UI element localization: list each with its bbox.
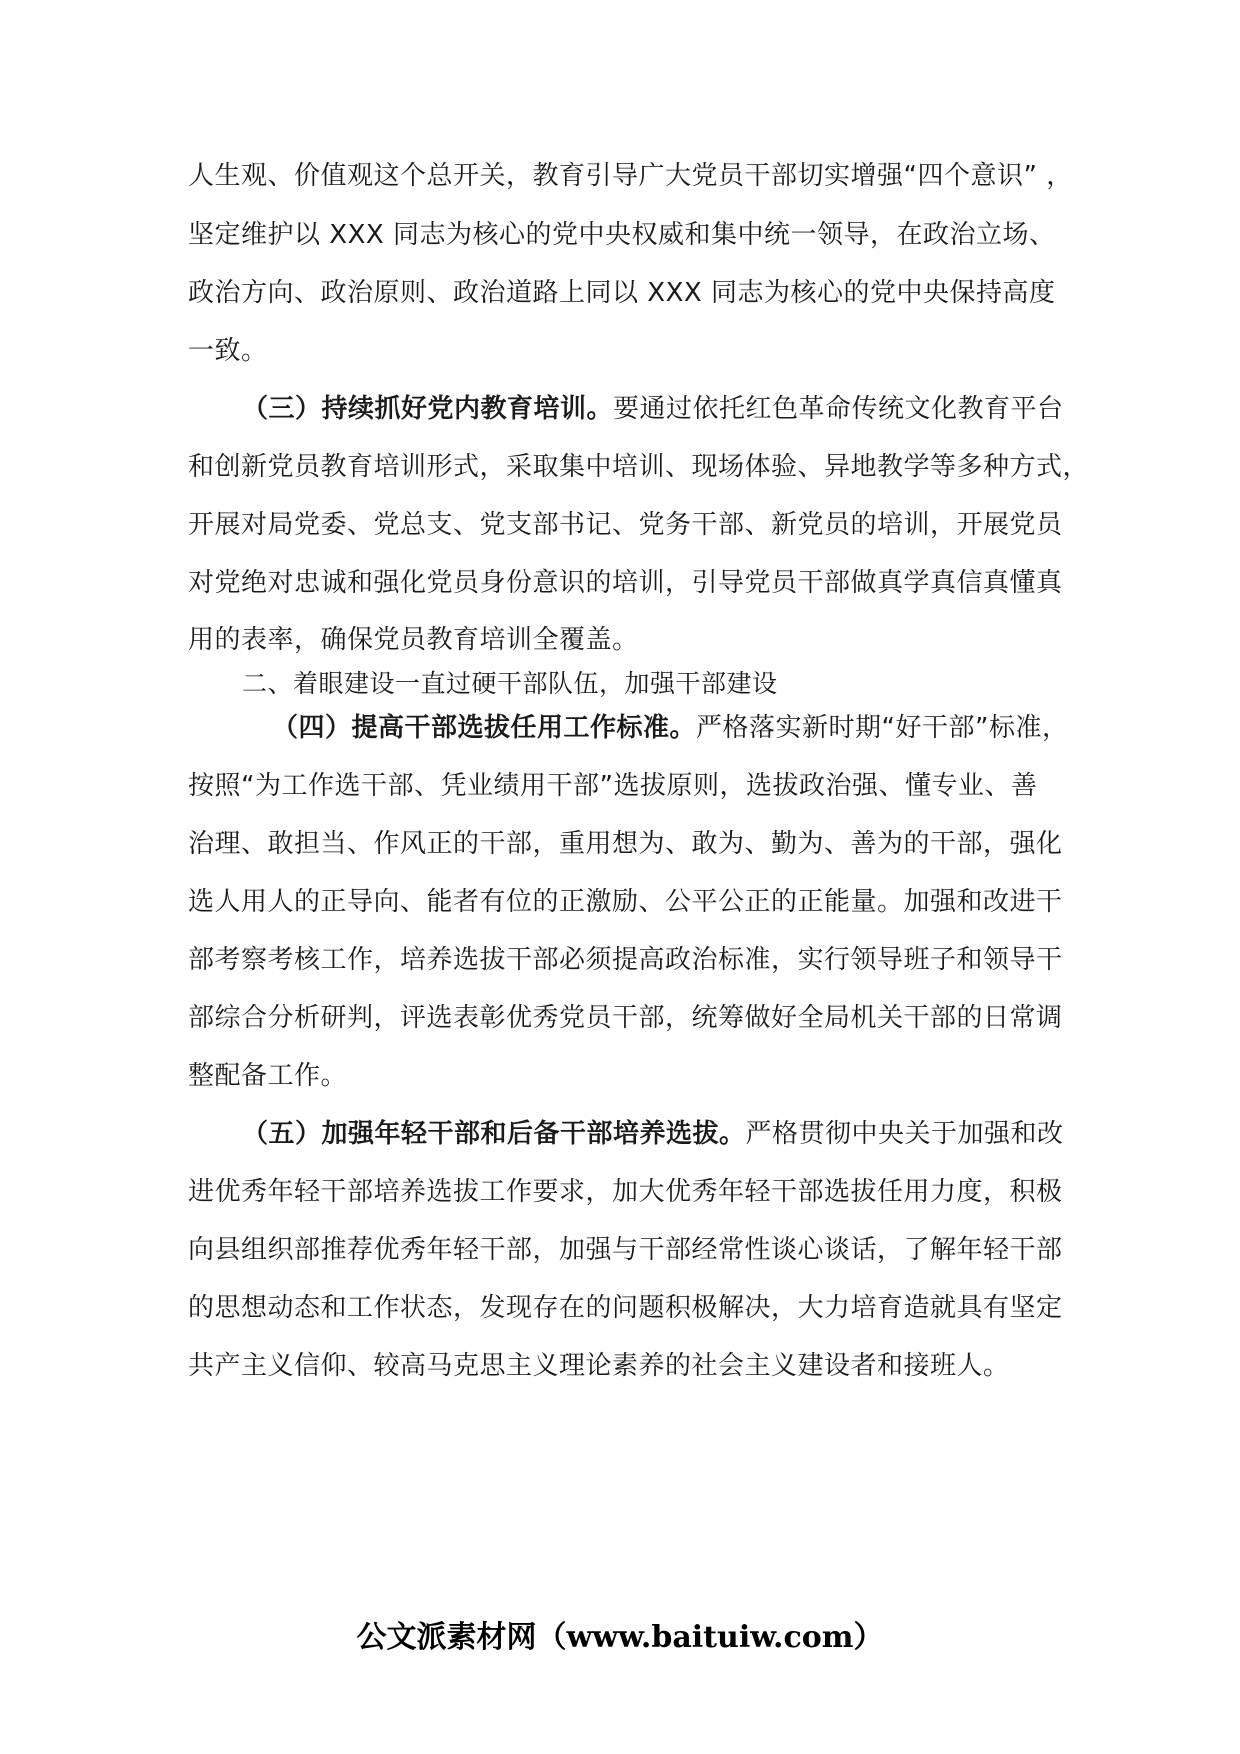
paragraph-line: 开展对局党委、党总支、党支部书记、党务干部、新党员的培训，开展党员: [188, 510, 1063, 540]
paragraph-line: 整配备工作。: [188, 1061, 348, 1091]
paragraph-line: 和创新党员教育培训形式，采取集中培训、现场体验、异地教学等多种方式，: [188, 452, 1090, 482]
paragraph-line: 对党绝对忠诚和强化党员身份意识的培训，引导党员干部做真学真信真懂真: [188, 568, 1063, 598]
section-4-text: 严格落实新时期“好干部”标准，: [696, 713, 1069, 743]
paragraph-line: 的思想动态和工作状态，发现存在的问题积极解决，大力培育造就具有坚定: [188, 1293, 1063, 1323]
section-5-text: 严格贯彻中央关于加强和改: [745, 1119, 1064, 1149]
section-5-heading: （五）加强年轻干部和后备干部培养选拔。: [242, 1119, 746, 1149]
paragraph-line: 按照“为工作选干部、凭业绩用干部”选拔原则，选拔政治强、懂专业、善: [188, 771, 1038, 801]
section-4-heading: （四）提高干部选拔任用工作标准。: [272, 713, 697, 743]
paragraph-line: 人生观、价值观这个总开关，教育引导广大党员干部切实增强“四个意识” ，: [188, 161, 1073, 191]
section-3-heading: （三）持续抓好党内教育培训。: [242, 394, 614, 424]
paragraph-line: 坚定维护以 XXX 同志为核心的党中央权威和集中统一领导，在政治立场、: [188, 220, 1056, 250]
paragraph-line: 治理、敢担当、作风正的干部，重用想为、敢为、勤为、善为的干部，强化: [188, 829, 1063, 859]
paragraph-line: 用的表率，确保党员教育培训全覆盖。: [188, 625, 639, 655]
paragraph-line: 部综合分析研判，评选表彰优秀党员干部，统筹做好全局机关干部的日常调: [188, 1003, 1063, 1033]
paragraph-line: 选人用人的正导向、能者有位的正激励、公平公正的正能量。加强和改进干: [188, 887, 1063, 917]
paragraph-line: 进优秀年轻干部培养选拔工作要求，加大优秀年轻干部选拔任用力度，积极: [188, 1177, 1063, 1207]
section-4-first-line: [272, 710, 1068, 746]
section-5-first-line: [242, 1116, 1064, 1152]
paragraph-line: 政治方向、政治原则、政治道路上同以 XXX 同志为核心的党中央保持高度: [188, 278, 1056, 308]
footer-source: 公文派素材网（www.baituiw.com）: [356, 1620, 884, 1655]
section-3-text: 要通过依托红色革命传统文化教育平台: [613, 394, 1064, 424]
section-3-first-line: [242, 391, 1064, 427]
paragraph-line: 部考察考核工作，培养选拔干部必须提高政治标准，实行领导班子和领导干: [188, 945, 1063, 975]
part-2-heading: 二、着眼建设一直过硬干部队伍，加强干部建设: [242, 669, 778, 698]
paragraph-line: 共产主义信仰、较高马克思主义理论素养的社会主义建设者和接班人。: [188, 1351, 1010, 1381]
paragraph-line: 向县组织部推荐优秀年轻干部，加强与干部经常性谈心谈话，了解年轻干部: [188, 1235, 1063, 1265]
paragraph-line: 一致。: [188, 336, 268, 366]
